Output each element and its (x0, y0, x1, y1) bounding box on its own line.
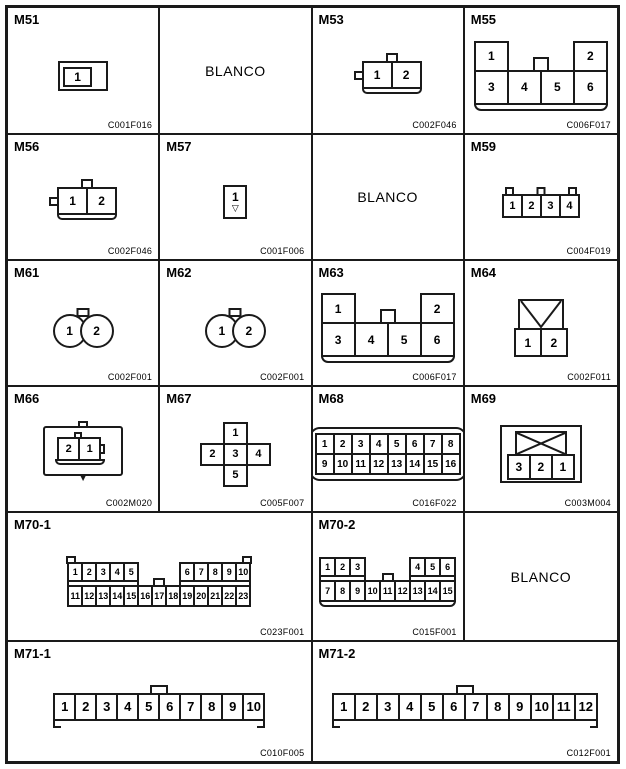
part-code: C002F001 (260, 372, 305, 382)
pin: 12 (369, 453, 389, 475)
pin: 10 (235, 562, 251, 582)
pin-row (57, 187, 117, 215)
mount-foot (590, 719, 598, 728)
pin: 13 (409, 580, 426, 602)
pin: 6 (158, 693, 181, 721)
pin: 2 (529, 454, 553, 480)
pin: 3 (474, 70, 509, 105)
pin-row-top (315, 433, 461, 455)
pin: 10 (364, 580, 381, 602)
pin: 10 (242, 693, 265, 721)
pin: 7 (193, 562, 209, 582)
connector-id-label: M70-2 (318, 517, 356, 532)
part-code: C002F011 (567, 372, 611, 382)
pin: 3 (321, 322, 356, 357)
pin: 7 (179, 693, 202, 721)
pin: 8 (207, 562, 223, 582)
pin: 1 (514, 328, 542, 357)
pin-block-left (319, 557, 366, 582)
mount-foot (53, 719, 61, 728)
housing-outline (313, 427, 465, 481)
pin: 15 (123, 585, 139, 607)
pin: 6 (439, 557, 456, 577)
connector-id-label: M63 (318, 265, 344, 280)
cell-m64 (465, 261, 617, 387)
pin: 6 (179, 562, 195, 582)
pin: 2 (420, 293, 455, 324)
connector-id-label: M71-2 (318, 646, 356, 661)
connector-id-label: M66 (14, 391, 40, 406)
pin-block-left (67, 562, 139, 587)
pin: 4 (354, 322, 389, 357)
pin: 8 (486, 693, 510, 721)
lock-tab (536, 187, 545, 196)
part-code: C002F046 (412, 120, 457, 130)
pin: 5 (420, 693, 444, 721)
connector-id-label: M62 (166, 265, 192, 280)
pin-row-bottom (223, 464, 248, 487)
cell-m61 (8, 261, 160, 387)
cell-m70-1 (8, 513, 313, 642)
part-code: C006F017 (412, 372, 457, 382)
pin-row-bottom (474, 70, 608, 105)
pin: 2 (81, 562, 97, 582)
pin: 1 (205, 314, 239, 348)
pin: 23 (235, 585, 251, 607)
pin: 4 (507, 70, 542, 105)
pin: 13 (95, 585, 111, 607)
lock-tab (505, 187, 514, 196)
part-code: C010F005 (260, 748, 305, 758)
connector-drawing-m71-2 (313, 642, 618, 761)
pin: 2 (334, 557, 351, 577)
connector-housing (67, 556, 251, 607)
part-code: C012F001 (566, 748, 611, 758)
pin: 14 (424, 580, 441, 602)
connector-housing (474, 41, 608, 111)
pin: 11 (67, 585, 83, 607)
pin: 4 (409, 557, 426, 577)
part-code: C002M020 (105, 498, 153, 508)
side-nub (99, 444, 105, 454)
pin: 4 (109, 562, 125, 582)
pin: 6 (405, 433, 425, 455)
cell-m69 (465, 387, 617, 513)
pin: 19 (179, 585, 195, 607)
housing-lip (57, 213, 117, 220)
part-code: C006F017 (566, 120, 611, 130)
keyway-box (515, 431, 567, 456)
connector-id-label: M59 (470, 139, 497, 154)
pin: 2 (86, 187, 117, 215)
pin: 18 (165, 585, 181, 607)
cell-m68 (313, 387, 465, 513)
pin: 21 (207, 585, 223, 607)
pin: 6 (573, 70, 608, 105)
pin: 2 (354, 693, 378, 721)
pin: 2 (57, 437, 80, 461)
pin: 1 (474, 41, 509, 72)
pin: 1 (332, 693, 356, 721)
pin-row-top-right (409, 557, 456, 577)
pin-row-top (223, 422, 248, 445)
pin: 13 (387, 453, 407, 475)
pin-row (507, 454, 575, 480)
housing-lip (362, 87, 422, 94)
pin-row-bottom (67, 585, 251, 607)
connector-drawing-m70-1 (8, 513, 311, 640)
pin-row (53, 693, 265, 721)
pin: 4 (116, 693, 139, 721)
part-code: C004F019 (566, 246, 611, 256)
connector-id-label: M71-1 (14, 646, 51, 661)
pin: 3 (351, 433, 371, 455)
lock-tab (153, 578, 165, 587)
pin: 9 (221, 562, 237, 582)
pin-number: 1 (74, 69, 81, 84)
pin: 4 (369, 433, 389, 455)
connector-housing (49, 179, 117, 225)
pin: 6 (442, 693, 466, 721)
pin-cavity (63, 67, 92, 87)
connector-id-label: M55 (470, 12, 497, 27)
pin: 7 (319, 580, 336, 602)
pin: 9 (221, 693, 244, 721)
cell-m62 (160, 261, 312, 387)
lock-tab (382, 573, 394, 582)
pin-row-top-left (67, 562, 139, 582)
connector-housing (514, 299, 568, 357)
cell-m56 (8, 135, 160, 261)
cell-blank-3 (465, 513, 617, 642)
pin: 3 (507, 454, 531, 480)
blank-label: BLANCO (510, 568, 572, 585)
pin-row-bottom (319, 580, 456, 602)
pin: 14 (109, 585, 125, 607)
pin: 11 (351, 453, 371, 475)
pin: 3 (376, 693, 400, 721)
pin: 15 (439, 580, 456, 602)
connector-id-label: M56 (14, 139, 40, 154)
connector-housing (53, 693, 265, 721)
lock-tab (568, 187, 577, 196)
connector-drawing-m71-1 (8, 642, 311, 761)
part-code: C002F001 (107, 372, 153, 382)
blank-label: BLANCO (357, 189, 418, 205)
pin-row (502, 194, 580, 218)
pin: 14 (405, 453, 425, 475)
pin: 1 (53, 314, 87, 348)
pin: 2 (74, 693, 97, 721)
pin: 5 (424, 557, 441, 577)
pin: 1 (362, 61, 393, 89)
part-code: C016F022 (412, 498, 457, 508)
pin: 10 (530, 693, 554, 721)
connector-housing (53, 308, 114, 348)
pin: 2 (333, 433, 353, 455)
pin: 6 (420, 322, 455, 357)
pin: 1 (551, 454, 575, 480)
pin: 8 (441, 433, 461, 455)
pin-block-right (179, 562, 251, 587)
mount-foot (332, 719, 340, 728)
connector-id-label: M57 (166, 139, 192, 154)
part-code: C023F001 (260, 627, 305, 637)
cell-m59 (465, 135, 617, 261)
cell-m63 (313, 261, 465, 387)
lock-tab (380, 309, 396, 324)
connector-housing (205, 308, 266, 348)
pin: 2 (232, 314, 266, 348)
cell-m53 (313, 8, 465, 135)
pin: 1 (319, 557, 336, 577)
pin: 16 (137, 585, 153, 607)
pin: 2 (521, 194, 542, 218)
pin: 1 (315, 433, 335, 455)
pin: 7 (464, 693, 488, 721)
connector-id-label: M70-1 (14, 517, 51, 532)
pin: 5 (387, 433, 407, 455)
keyway-v-shape (520, 301, 562, 328)
pin: 2 (573, 41, 608, 72)
pin: 3 (349, 557, 366, 577)
blank-label: BLANCO (205, 62, 266, 79)
pin: 3 (95, 562, 111, 582)
cell-m70-2 (313, 513, 465, 642)
connector-grid (5, 5, 620, 764)
pin: 9 (315, 453, 335, 475)
connector-housing (313, 427, 465, 481)
cell-m71-2 (313, 642, 618, 761)
pin: 3 (95, 693, 118, 721)
pin-row-bottom (321, 322, 455, 357)
connector-housing (321, 293, 455, 363)
pin: 17 (151, 585, 167, 607)
cell-m57 (160, 135, 312, 261)
connector-housing (354, 53, 422, 99)
pin: 2 (391, 61, 422, 89)
pin-row (332, 693, 598, 721)
pin: 16 (441, 453, 461, 475)
pin: 3 (540, 194, 561, 218)
pin: 1 (78, 437, 101, 461)
connector-housing (43, 421, 123, 487)
connector-id-label: M51 (14, 12, 40, 27)
mount-foot (257, 719, 265, 728)
cell-m67 (160, 387, 312, 513)
pin: 1 (57, 187, 88, 215)
connector-id-label: M64 (470, 265, 497, 280)
part-code: C001F016 (107, 120, 153, 130)
connector-housing (500, 425, 582, 483)
pin: 1 (67, 562, 83, 582)
pin: 22 (221, 585, 237, 607)
pin: 12 (394, 580, 411, 602)
pin: 8 (200, 693, 223, 721)
connector-id-label: M53 (318, 12, 344, 27)
connector-housing (332, 693, 598, 721)
pin-block-right (409, 557, 456, 582)
corner-tab (242, 556, 252, 564)
pin-number: 1 (232, 189, 239, 204)
pin: 10 (333, 453, 353, 475)
part-code: C002F046 (107, 246, 153, 256)
pin: 20 (193, 585, 209, 607)
connector-housing (502, 187, 580, 218)
lock-triangle-icon: ▼ (78, 473, 89, 484)
pin: 5 (223, 464, 248, 487)
part-code: C005F007 (260, 498, 305, 508)
connector-id-label: M67 (166, 391, 192, 406)
pin-row (514, 328, 568, 357)
pin: 7 (423, 433, 443, 455)
pin: 3 (223, 443, 248, 466)
lock-triangle-icon: ▽ (231, 203, 239, 214)
connector-housing (200, 422, 271, 487)
pin: 1 (502, 194, 523, 218)
housing-lip (55, 459, 105, 465)
pin: 5 (137, 693, 160, 721)
connector-id-label: M69 (470, 391, 497, 406)
corner-tab (66, 556, 76, 564)
cell-m71-1 (8, 642, 313, 761)
part-code: C003M004 (564, 498, 611, 508)
pin: 4 (398, 693, 422, 721)
pin: 1 (223, 422, 248, 445)
keyway-box (518, 299, 564, 330)
connector-housing (319, 557, 456, 607)
pin: 12 (574, 693, 598, 721)
part-code: C001F006 (260, 246, 305, 256)
pin: 9 (508, 693, 532, 721)
connector-id-label: M68 (318, 391, 344, 406)
pin: 2 (540, 328, 568, 357)
cell-m55 (465, 8, 617, 135)
pin: 5 (123, 562, 139, 582)
keyway-x-shape (517, 433, 565, 454)
cell-blank-2 (313, 135, 465, 261)
pin: 4 (246, 443, 271, 466)
pin: 1 (53, 693, 76, 721)
pin: 2 (200, 443, 225, 466)
pin-row-top-right (179, 562, 251, 582)
pin-row (57, 437, 101, 461)
pin-row-middle (200, 443, 271, 466)
lock-tab (533, 57, 549, 72)
pin: 15 (423, 453, 443, 475)
pin-row (53, 314, 114, 348)
pin-row-bottom (315, 453, 461, 475)
pin: 11 (379, 580, 396, 602)
connector-housing (58, 61, 108, 91)
pin-row-top-left (319, 557, 366, 577)
pin: 11 (552, 693, 576, 721)
part-code: C015F001 (412, 627, 457, 637)
pin: 12 (81, 585, 97, 607)
cell-blank-1 (160, 8, 312, 135)
pin: 1 (321, 293, 356, 324)
pin: 2 (80, 314, 114, 348)
cell-m66 (8, 387, 160, 513)
pin: 5 (540, 70, 575, 105)
pin: 4 (559, 194, 580, 218)
cell-m51 (8, 8, 160, 135)
connector-housing (223, 185, 247, 219)
pin: 9 (349, 580, 366, 602)
connector-id-label: M61 (14, 265, 40, 280)
pin: 8 (334, 580, 351, 602)
pin: 5 (387, 322, 422, 357)
pin-row (205, 314, 266, 348)
connector-drawing-m70-2 (313, 513, 463, 640)
pin-row (362, 61, 422, 89)
